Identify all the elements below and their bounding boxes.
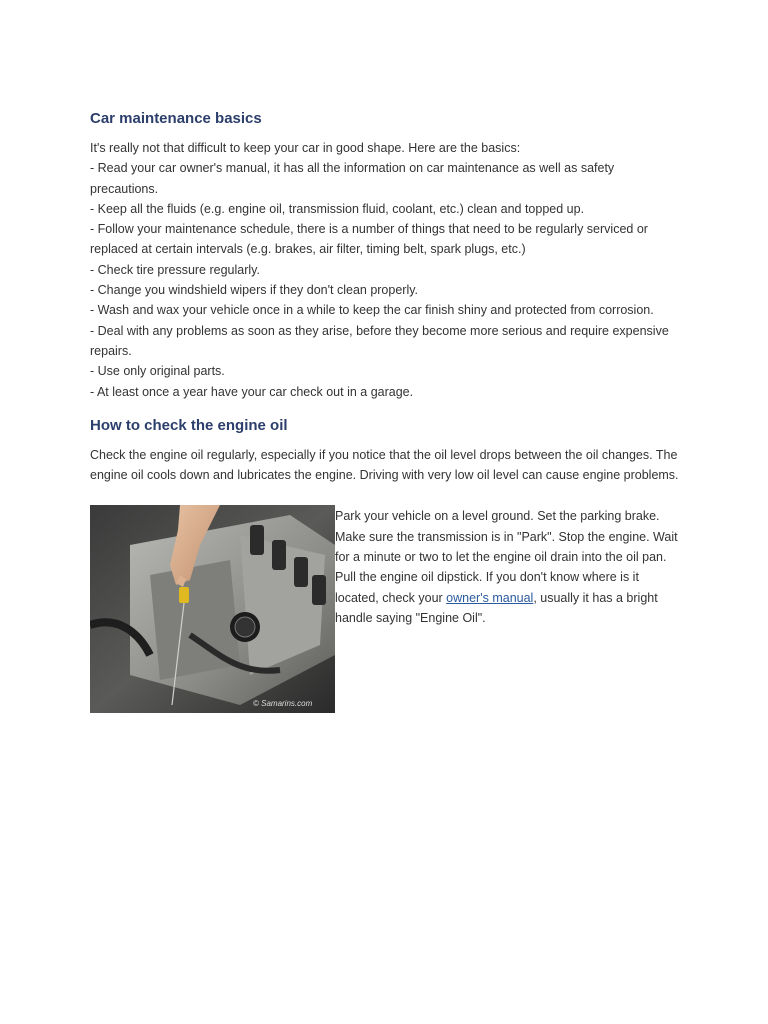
list-item: - Keep all the fluids (e.g. engine oil, transmission fluid, coolant, etc.) clean and topped up.: [90, 201, 585, 216]
instructions-text-end: , usually it has a bright handle saying "Engine Oil".: [335, 590, 658, 625]
list-item: - Follow your maintenance schedule, there is a number of things that need to be regularly serviced or replaced at certain intervals (e.g. brakes, air filter, timing belt, spark plugs, etc.): [90, 222, 648, 257]
list-item: - Use only original parts.: [90, 364, 225, 379]
photo-watermark: © Samarins.com: [253, 699, 313, 709]
section-heading-engine-oil: How to check the engine oil: [90, 416, 288, 434]
maintenance-intro: It's really not that difficult to keep your car in good shape. Here are the basics:: [90, 141, 521, 155]
list-item: - Change you windshield wipers if they don't clean properly.: [90, 283, 419, 298]
article: [90, 109, 680, 713]
maintenance-list: [90, 158, 680, 402]
list-item: - Deal with any problems as soon as they arise, before they become more serious and require expensive repairs.: [90, 323, 669, 358]
owners-manual-link[interactable]: owner's manual: [446, 590, 534, 605]
engine-photo: [90, 505, 335, 713]
instructions-text: Park your vehicle on a level ground. Set the parking brake. Make sure the transmission is in "Park". Stop the engine. Wait for a minute or two to let the engine oil drain into the oil pan. Pull the engine oil dipstick. If you don't know where is it located, check your: [335, 509, 678, 605]
engine-oil-intro: Check the engine oil regularly, especially if you notice that the oil level drops between the oil changes. The engine oil cools down and lubricates the engine. Driving with very low oil level can cause engine problems.: [90, 447, 679, 483]
list-item: - Wash and wax your vehicle once in a while to keep the car finish shiny and protected from corrosion.: [90, 303, 654, 318]
engine-oil-instructions: [335, 505, 680, 713]
list-item: - At least once a year have your car check out in a garage.: [90, 384, 414, 399]
list-item: - Read your car owner's manual, it has all the information on car maintenance as well as safety precautions.: [90, 161, 615, 196]
engine-oil-figure: [90, 505, 680, 713]
section-heading-maintenance: Car maintenance basics: [90, 110, 262, 127]
list-item: - Check tire pressure regularly.: [90, 262, 260, 277]
